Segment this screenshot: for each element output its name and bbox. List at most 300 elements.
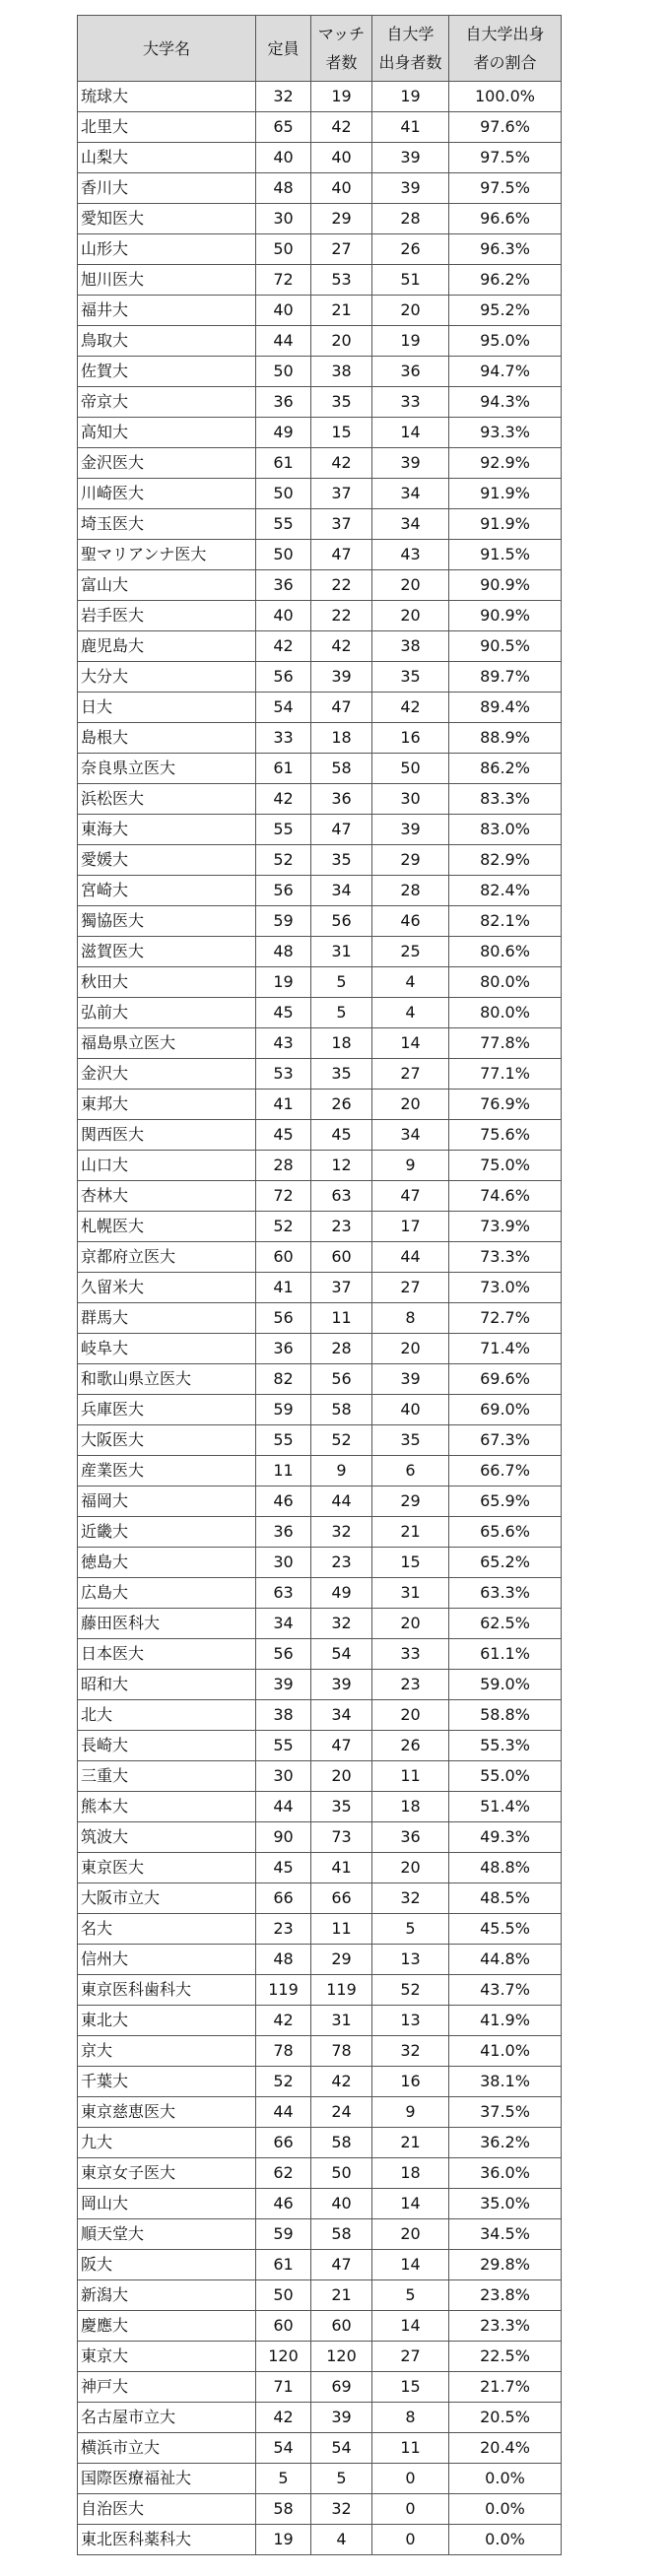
- cell-own-rate: 73.0%: [449, 1273, 562, 1303]
- cell-matched: 54: [311, 2433, 372, 2464]
- cell-own-graduates: 41: [372, 112, 449, 143]
- table-row: [78, 1853, 562, 1883]
- cell-matched: 41: [311, 1853, 372, 1883]
- cell-university-name: 東京医科歯科大: [78, 1975, 256, 2006]
- cell-matched: 66: [311, 1883, 372, 1914]
- table-row: [78, 693, 562, 723]
- table-row: [78, 234, 562, 265]
- table-row: [78, 1731, 562, 1761]
- cell-university-name: 日本医大: [78, 1639, 256, 1670]
- cell-matched: 31: [311, 937, 372, 967]
- cell-university-name: 琉球大: [78, 82, 256, 112]
- table-row: [78, 1303, 562, 1334]
- cell-own-graduates: 30: [372, 784, 449, 815]
- cell-own-rate: 62.5%: [449, 1609, 562, 1639]
- cell-capacity: 33: [256, 723, 311, 754]
- cell-capacity: 55: [256, 815, 311, 845]
- cell-university-name: 弘前大: [78, 998, 256, 1028]
- cell-own-graduates: 36: [372, 1822, 449, 1853]
- cell-own-graduates: 39: [372, 173, 449, 204]
- cell-own-rate: 0.0%: [449, 2464, 562, 2494]
- cell-matched: 119: [311, 1975, 372, 2006]
- cell-capacity: 50: [256, 357, 311, 387]
- table-row: [78, 1486, 562, 1517]
- cell-matched: 26: [311, 1090, 372, 1120]
- table-row: [78, 1120, 562, 1151]
- header-own-line2: 出身者数: [378, 53, 442, 72]
- cell-matched: 60: [311, 1242, 372, 1273]
- table-row: [78, 601, 562, 631]
- cell-own-graduates: 51: [372, 265, 449, 296]
- cell-capacity: 41: [256, 1273, 311, 1303]
- cell-capacity: 90: [256, 1822, 311, 1853]
- cell-university-name: 神戸大: [78, 2372, 256, 2403]
- cell-university-name: 佐賀大: [78, 357, 256, 387]
- cell-own-rate: 90.5%: [449, 631, 562, 662]
- cell-matched: 34: [311, 1700, 372, 1731]
- cell-matched: 39: [311, 1670, 372, 1700]
- cell-capacity: 30: [256, 1548, 311, 1578]
- table-row: [78, 2189, 562, 2219]
- cell-matched: 15: [311, 418, 372, 448]
- cell-capacity: 45: [256, 1120, 311, 1151]
- cell-matched: 20: [311, 326, 372, 357]
- cell-university-name: 長崎大: [78, 1731, 256, 1761]
- cell-university-name: 滋賀医大: [78, 937, 256, 967]
- cell-matched: 19: [311, 82, 372, 112]
- cell-capacity: 65: [256, 112, 311, 143]
- table-row: [78, 2464, 562, 2494]
- cell-university-name: 三重大: [78, 1761, 256, 1792]
- cell-own-graduates: 32: [372, 2036, 449, 2067]
- cell-matched: 29: [311, 1945, 372, 1975]
- cell-capacity: 72: [256, 265, 311, 296]
- cell-own-rate: 65.6%: [449, 1517, 562, 1548]
- cell-matched: 58: [311, 2219, 372, 2250]
- cell-own-rate: 95.0%: [449, 326, 562, 357]
- cell-university-name: 富山大: [78, 570, 256, 601]
- cell-own-rate: 91.9%: [449, 509, 562, 540]
- cell-own-graduates: 23: [372, 1670, 449, 1700]
- cell-university-name: 北里大: [78, 112, 256, 143]
- table-row: [78, 296, 562, 326]
- cell-own-graduates: 14: [372, 2189, 449, 2219]
- cell-matched: 35: [311, 1792, 372, 1822]
- table-wrapper: [77, 15, 562, 2555]
- cell-own-rate: 97.6%: [449, 112, 562, 143]
- cell-matched: 29: [311, 204, 372, 234]
- cell-own-rate: 20.5%: [449, 2403, 562, 2433]
- cell-capacity: 55: [256, 1425, 311, 1456]
- cell-matched: 5: [311, 998, 372, 1028]
- table-row: [78, 2403, 562, 2433]
- table-row: [78, 1395, 562, 1425]
- cell-matched: 38: [311, 357, 372, 387]
- cell-university-name: 名大: [78, 1914, 256, 1945]
- table-row: [78, 509, 562, 540]
- cell-capacity: 19: [256, 2525, 311, 2555]
- cell-own-graduates: 18: [372, 2158, 449, 2189]
- cell-capacity: 58: [256, 2494, 311, 2525]
- cell-university-name: 名古屋市立大: [78, 2403, 256, 2433]
- cell-own-rate: 21.7%: [449, 2372, 562, 2403]
- cell-own-graduates: 20: [372, 1609, 449, 1639]
- cell-capacity: 55: [256, 509, 311, 540]
- cell-own-graduates: 11: [372, 2433, 449, 2464]
- cell-capacity: 42: [256, 784, 311, 815]
- cell-own-rate: 63.3%: [449, 1578, 562, 1609]
- cell-own-rate: 48.5%: [449, 1883, 562, 1914]
- cell-university-name: 広島大: [78, 1578, 256, 1609]
- cell-own-graduates: 27: [372, 1059, 449, 1090]
- cell-university-name: 大阪市立大: [78, 1883, 256, 1914]
- cell-matched: 39: [311, 662, 372, 693]
- cell-matched: 47: [311, 1731, 372, 1761]
- cell-own-graduates: 47: [372, 1181, 449, 1212]
- cell-matched: 35: [311, 1059, 372, 1090]
- cell-own-rate: 51.4%: [449, 1792, 562, 1822]
- cell-capacity: 78: [256, 2036, 311, 2067]
- cell-matched: 58: [311, 1395, 372, 1425]
- cell-capacity: 23: [256, 1914, 311, 1945]
- cell-matched: 52: [311, 1425, 372, 1456]
- cell-university-name: 旭川医大: [78, 265, 256, 296]
- cell-capacity: 56: [256, 1639, 311, 1670]
- table-row: [78, 2067, 562, 2097]
- header-university-name-label: 大学名: [142, 38, 190, 58]
- table-row: [78, 1792, 562, 1822]
- cell-own-graduates: 29: [372, 1486, 449, 1517]
- cell-own-graduates: 18: [372, 1792, 449, 1822]
- cell-university-name: 香川大: [78, 173, 256, 204]
- cell-university-name: 自治医大: [78, 2494, 256, 2525]
- cell-university-name: 和歌山県立医大: [78, 1364, 256, 1395]
- cell-matched: 42: [311, 448, 372, 479]
- cell-university-name: 東京医大: [78, 1853, 256, 1883]
- cell-university-name: 千葉大: [78, 2067, 256, 2097]
- cell-university-name: 金沢医大: [78, 448, 256, 479]
- cell-university-name: 群馬大: [78, 1303, 256, 1334]
- cell-own-rate: 76.9%: [449, 1090, 562, 1120]
- cell-own-graduates: 39: [372, 448, 449, 479]
- table-row: [78, 2525, 562, 2555]
- table-row: [78, 2311, 562, 2342]
- cell-matched: 40: [311, 2189, 372, 2219]
- cell-matched: 24: [311, 2097, 372, 2128]
- table-row: [78, 479, 562, 509]
- cell-university-name: 京都府立医大: [78, 1242, 256, 1273]
- cell-university-name: 国際医療福祉大: [78, 2464, 256, 2494]
- cell-capacity: 60: [256, 1242, 311, 1273]
- cell-matched: 56: [311, 906, 372, 937]
- table-row: [78, 1090, 562, 1120]
- table-row: [78, 815, 562, 845]
- cell-own-graduates: 20: [372, 1853, 449, 1883]
- cell-matched: 37: [311, 1273, 372, 1303]
- cell-own-rate: 96.3%: [449, 234, 562, 265]
- cell-own-rate: 37.5%: [449, 2097, 562, 2128]
- cell-matched: 39: [311, 2403, 372, 2433]
- cell-own-rate: 23.8%: [449, 2280, 562, 2311]
- table-row: [78, 2158, 562, 2189]
- cell-capacity: 66: [256, 2128, 311, 2158]
- header-capacity-label: 定員: [267, 38, 300, 58]
- cell-matched: 21: [311, 296, 372, 326]
- cell-own-graduates: 0: [372, 2525, 449, 2555]
- table-row: [78, 1456, 562, 1486]
- cell-matched: 36: [311, 784, 372, 815]
- cell-matched: 58: [311, 754, 372, 784]
- cell-university-name: 東北医科薬科大: [78, 2525, 256, 2555]
- header-row: [78, 16, 562, 82]
- table-row: [78, 1242, 562, 1273]
- table-row: [78, 418, 562, 448]
- cell-university-name: 関西医大: [78, 1120, 256, 1151]
- table-row: [78, 1151, 562, 1181]
- cell-capacity: 19: [256, 967, 311, 998]
- cell-own-graduates: 8: [372, 1303, 449, 1334]
- table-row: [78, 723, 562, 754]
- cell-university-name: 川崎医大: [78, 479, 256, 509]
- cell-own-rate: 38.1%: [449, 2067, 562, 2097]
- cell-capacity: 56: [256, 876, 311, 906]
- cell-university-name: 新潟大: [78, 2280, 256, 2311]
- cell-matched: 63: [311, 1181, 372, 1212]
- cell-university-name: 熊本大: [78, 1792, 256, 1822]
- cell-matched: 56: [311, 1364, 372, 1395]
- cell-capacity: 50: [256, 479, 311, 509]
- header-rate-line1: 自大学出身: [465, 25, 545, 43]
- cell-own-rate: 20.4%: [449, 2433, 562, 2464]
- cell-own-rate: 49.3%: [449, 1822, 562, 1853]
- cell-matched: 5: [311, 2464, 372, 2494]
- table-row: [78, 631, 562, 662]
- cell-own-graduates: 15: [372, 1548, 449, 1578]
- cell-matched: 21: [311, 2280, 372, 2311]
- cell-own-rate: 48.8%: [449, 1853, 562, 1883]
- cell-own-graduates: 20: [372, 1700, 449, 1731]
- table-row: [78, 1517, 562, 1548]
- cell-own-graduates: 46: [372, 906, 449, 937]
- cell-university-name: 帝京大: [78, 387, 256, 418]
- cell-own-graduates: 34: [372, 1120, 449, 1151]
- table-row: [78, 204, 562, 234]
- cell-capacity: 52: [256, 1212, 311, 1242]
- cell-own-graduates: 20: [372, 296, 449, 326]
- cell-own-rate: 41.9%: [449, 2006, 562, 2036]
- table-row: [78, 2036, 562, 2067]
- table-row: [78, 1578, 562, 1609]
- cell-university-name: 山形大: [78, 234, 256, 265]
- cell-own-graduates: 26: [372, 234, 449, 265]
- cell-university-name: 福井大: [78, 296, 256, 326]
- table-row: [78, 2494, 562, 2525]
- cell-capacity: 36: [256, 387, 311, 418]
- cell-own-rate: 90.9%: [449, 601, 562, 631]
- cell-matched: 5: [311, 967, 372, 998]
- cell-matched: 23: [311, 1548, 372, 1578]
- cell-matched: 47: [311, 2250, 372, 2280]
- cell-university-name: 阪大: [78, 2250, 256, 2280]
- cell-matched: 23: [311, 1212, 372, 1242]
- cell-own-rate: 0.0%: [449, 2525, 562, 2555]
- header-own-rate: [449, 16, 562, 82]
- cell-own-graduates: 27: [372, 2342, 449, 2372]
- cell-capacity: 48: [256, 1945, 311, 1975]
- cell-own-rate: 97.5%: [449, 143, 562, 173]
- cell-own-rate: 69.6%: [449, 1364, 562, 1395]
- cell-university-name: 山口大: [78, 1151, 256, 1181]
- table-row: [78, 2006, 562, 2036]
- cell-own-rate: 72.7%: [449, 1303, 562, 1334]
- cell-university-name: 兵庫医大: [78, 1395, 256, 1425]
- cell-capacity: 59: [256, 1395, 311, 1425]
- cell-matched: 37: [311, 479, 372, 509]
- cell-own-rate: 34.5%: [449, 2219, 562, 2250]
- cell-own-graduates: 16: [372, 2067, 449, 2097]
- table-row: [78, 2250, 562, 2280]
- cell-own-graduates: 19: [372, 82, 449, 112]
- cell-university-name: 京大: [78, 2036, 256, 2067]
- cell-capacity: 34: [256, 1609, 311, 1639]
- cell-capacity: 59: [256, 2219, 311, 2250]
- cell-own-rate: 66.7%: [449, 1456, 562, 1486]
- cell-own-rate: 71.4%: [449, 1334, 562, 1364]
- cell-matched: 40: [311, 173, 372, 204]
- cell-matched: 49: [311, 1578, 372, 1609]
- cell-university-name: 埼玉医大: [78, 509, 256, 540]
- cell-university-name: 山梨大: [78, 143, 256, 173]
- table-row: [78, 1425, 562, 1456]
- cell-capacity: 42: [256, 631, 311, 662]
- cell-university-name: 鳥取大: [78, 326, 256, 357]
- cell-university-name: 藤田医科大: [78, 1609, 256, 1639]
- cell-capacity: 119: [256, 1975, 311, 2006]
- cell-university-name: 徳島大: [78, 1548, 256, 1578]
- cell-matched: 37: [311, 509, 372, 540]
- cell-own-rate: 59.0%: [449, 1670, 562, 1700]
- cell-capacity: 43: [256, 1028, 311, 1059]
- cell-capacity: 61: [256, 754, 311, 784]
- cell-university-name: 大分大: [78, 662, 256, 693]
- cell-matched: 12: [311, 1151, 372, 1181]
- cell-university-name: 慶應大: [78, 2311, 256, 2342]
- cell-own-graduates: 20: [372, 2219, 449, 2250]
- cell-own-rate: 22.5%: [449, 2342, 562, 2372]
- cell-capacity: 63: [256, 1578, 311, 1609]
- cell-own-rate: 88.9%: [449, 723, 562, 754]
- cell-own-graduates: 34: [372, 479, 449, 509]
- cell-own-graduates: 36: [372, 357, 449, 387]
- cell-own-graduates: 19: [372, 326, 449, 357]
- cell-own-rate: 95.2%: [449, 296, 562, 326]
- cell-university-name: 聖マリアンナ医大: [78, 540, 256, 570]
- cell-capacity: 28: [256, 1151, 311, 1181]
- cell-own-rate: 41.0%: [449, 2036, 562, 2067]
- cell-capacity: 41: [256, 1090, 311, 1120]
- cell-own-graduates: 5: [372, 1914, 449, 1945]
- cell-own-rate: 90.9%: [449, 570, 562, 601]
- cell-capacity: 42: [256, 2006, 311, 2036]
- table-row: [78, 2372, 562, 2403]
- cell-capacity: 52: [256, 845, 311, 876]
- cell-own-rate: 36.2%: [449, 2128, 562, 2158]
- cell-own-rate: 83.0%: [449, 815, 562, 845]
- cell-capacity: 11: [256, 1456, 311, 1486]
- cell-matched: 69: [311, 2372, 372, 2403]
- cell-own-graduates: 29: [372, 845, 449, 876]
- cell-capacity: 38: [256, 1700, 311, 1731]
- cell-own-graduates: 13: [372, 1945, 449, 1975]
- cell-own-rate: 65.2%: [449, 1548, 562, 1578]
- cell-university-name: 信州大: [78, 1945, 256, 1975]
- cell-matched: 73: [311, 1822, 372, 1853]
- cell-capacity: 46: [256, 2189, 311, 2219]
- cell-own-rate: 77.8%: [449, 1028, 562, 1059]
- cell-own-graduates: 40: [372, 1395, 449, 1425]
- cell-own-rate: 93.3%: [449, 418, 562, 448]
- cell-own-graduates: 38: [372, 631, 449, 662]
- table-row: [78, 326, 562, 357]
- cell-capacity: 40: [256, 296, 311, 326]
- cell-capacity: 36: [256, 1334, 311, 1364]
- cell-university-name: 札幌医大: [78, 1212, 256, 1242]
- cell-university-name: 愛知医大: [78, 204, 256, 234]
- cell-own-graduates: 14: [372, 1028, 449, 1059]
- cell-own-rate: 67.3%: [449, 1425, 562, 1456]
- cell-university-name: 横浜市立大: [78, 2433, 256, 2464]
- cell-own-graduates: 4: [372, 967, 449, 998]
- cell-matched: 4: [311, 2525, 372, 2555]
- cell-own-graduates: 44: [372, 1242, 449, 1273]
- cell-capacity: 71: [256, 2372, 311, 2403]
- cell-own-rate: 36.0%: [449, 2158, 562, 2189]
- cell-matched: 54: [311, 1639, 372, 1670]
- cell-own-rate: 89.4%: [449, 693, 562, 723]
- cell-capacity: 36: [256, 1517, 311, 1548]
- cell-capacity: 66: [256, 1883, 311, 1914]
- cell-matched: 18: [311, 1028, 372, 1059]
- university-match-table: [77, 15, 562, 2555]
- cell-own-graduates: 33: [372, 387, 449, 418]
- cell-own-rate: 80.0%: [449, 967, 562, 998]
- table-body: [78, 82, 562, 2555]
- cell-own-graduates: 14: [372, 418, 449, 448]
- cell-own-graduates: 6: [372, 1456, 449, 1486]
- cell-university-name: 福島県立医大: [78, 1028, 256, 1059]
- cell-matched: 11: [311, 1914, 372, 1945]
- table-row: [78, 1364, 562, 1395]
- table-row: [78, 1334, 562, 1364]
- cell-university-name: 産業医大: [78, 1456, 256, 1486]
- cell-matched: 120: [311, 2342, 372, 2372]
- cell-matched: 31: [311, 2006, 372, 2036]
- cell-own-rate: 97.5%: [449, 173, 562, 204]
- table-row: [78, 1181, 562, 1212]
- cell-university-name: 大阪医大: [78, 1425, 256, 1456]
- table-row: [78, 1883, 562, 1914]
- cell-own-rate: 83.3%: [449, 784, 562, 815]
- table-row: [78, 1914, 562, 1945]
- cell-capacity: 53: [256, 1059, 311, 1090]
- cell-matched: 60: [311, 2311, 372, 2342]
- cell-capacity: 40: [256, 143, 311, 173]
- cell-matched: 32: [311, 1517, 372, 1548]
- cell-own-graduates: 43: [372, 540, 449, 570]
- header-capacity: [256, 16, 311, 82]
- cell-university-name: 島根大: [78, 723, 256, 754]
- cell-own-graduates: 13: [372, 2006, 449, 2036]
